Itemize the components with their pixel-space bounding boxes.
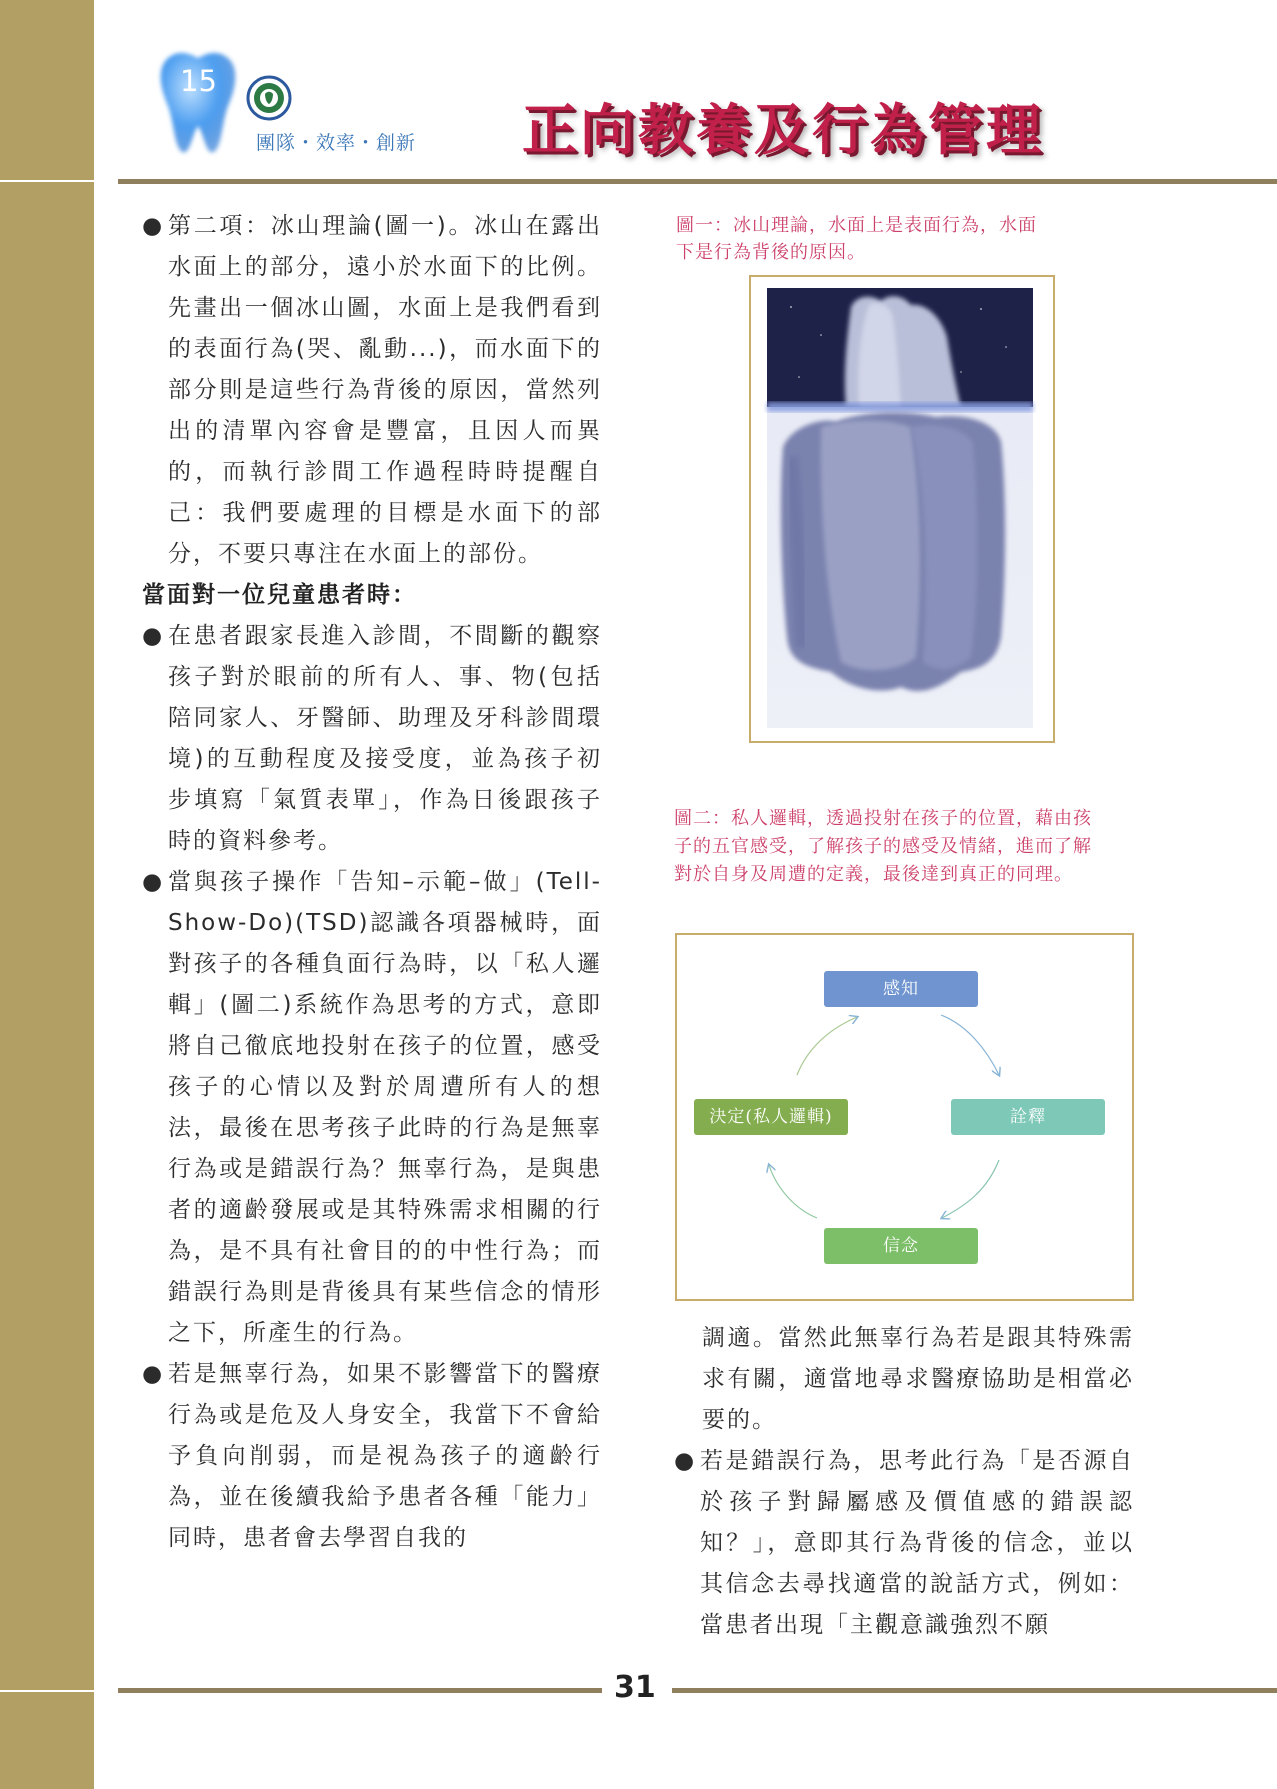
node-decide: 決定(私人邏輯) [694,1099,848,1135]
paragraph-text: 若是無辜行為，如果不影響當下的醫療行為或是危及人身安全，我當下不會給予負向削弱，而是視為孩子的適齡行為，並在後續我給予患者各種「能力」同時，患者會去學習自我的 [168,1361,602,1551]
paragraph-text: 第二項：冰山理論(圖一)。冰山在露出水面上的部分，遠小於水面下的比例。先畫出一個冰山圖，水面上是我們看到的表面行為(哭、亂動...)，而水面下的部分則是這些行為背後的原因，當然列出的清單內容會是豐富，且因人而異的，而執行診間工作過程時時提醒自己：我們要處理的目標是水面下的部分，不要只專注在水面上的部份。 [168,213,602,567]
figure2-private-logic-diagram [675,933,1134,1301]
figure1-iceberg [749,275,1055,743]
arrow-belief-to-decide [769,1165,817,1218]
paragraph-text: 在患者跟家長進入診間，不間斷的觀察孩子對於眼前的所有人、事、物(包括陪同家人、牙醫師、助理及牙科診間環境)的互動程度及接受度，並為孩子初步填寫「氣質表單」，作為日後跟孩子時的資料參考。 [168,623,602,854]
node-interpret: 詮釋 [951,1099,1105,1135]
page-number: 31 [614,1670,656,1705]
figure2-caption: 圖二：私人邏輯，透過投射在孩子的位置，藉由孩子的五官感受，了解孩子的感受及情緒，進而了解對於自身及周遭的定義，最後達到真正的同理。 [674,808,1092,885]
arrow-decide-to-perceive [797,1017,857,1075]
figure1-caption: 圖一：冰山理論，水面上是表面行為，水面下是行為背後的原因。 [676,215,1037,263]
association-emblem-icon [246,75,292,121]
paragraph-adjustment: 調適。當然此無辜行為若是跟其特殊需求有關，適當地尋求醫療協助是相當必要的。 [702,1325,1134,1433]
bullet-icon: ● [142,623,165,649]
paragraph-mistaken-behavior [674,1441,1134,1646]
left-column [142,206,602,1559]
arrow-interpret-to-belief [942,1160,999,1218]
page-header [94,0,1277,180]
footer-divider-left [118,1688,602,1693]
issue-number: 15 [180,64,217,98]
paragraph-observation [142,616,602,862]
footer-divider-right [672,1688,1277,1693]
page-title: 正向教養及行為管理 [522,97,1045,162]
node-belief: 信念 [824,1228,978,1264]
margin-tick [0,180,94,182]
bullet-icon: ● [142,213,165,239]
section-heading: 當面對一位兒童患者時： [142,582,417,608]
right-column [674,1318,1134,1646]
node-perceive: 感知 [824,971,978,1007]
tooth-icon [156,46,240,158]
paragraph-text: 若是錯誤行為，思考此行為「是否源自於孩子對歸屬感及價值感的錯誤認知？」，意即其行為背後的信念，並以其信念去尋找適當的說話方式，例如：當患者出現「主觀意識強烈不願 [700,1448,1134,1638]
slogan: 團隊・效率・創新 [256,132,417,154]
margin-tick [0,1690,94,1692]
bullet-icon: ● [142,1361,165,1387]
arrow-perceive-to-interpret [941,1015,999,1075]
left-margin-bar [0,0,94,1789]
paragraph-tsd [142,862,602,1354]
bullet-icon: ● [674,1448,697,1474]
bullet-icon: ● [142,869,165,895]
paragraph-text: 當與孩子操作「告知–示範–做」(Tell-Show-Do)(TSD)認識各項器械時，面對孩子的各種負面行為時，以「私人邏輯」(圖二)系統作為思考的方式，意即將自己徹底地投射在孩子的位置，感受孩子的心情以及對於周遭所有人的想法，最後在思考孩子此時的行為是無辜行為或是錯誤行為？無辜行為，是與患者的適齡發展或是其特殊需求相關的行為，是不具有社會目的的中性行為；而錯誤行為則是背後具有某些信念的情形之下，所產生的行為。 [168,869,602,1346]
header-divider [118,179,1277,184]
iceberg-illustration [751,277,1053,741]
paragraph-iceberg [142,206,602,575]
paragraph-innocent-behavior [142,1354,602,1559]
